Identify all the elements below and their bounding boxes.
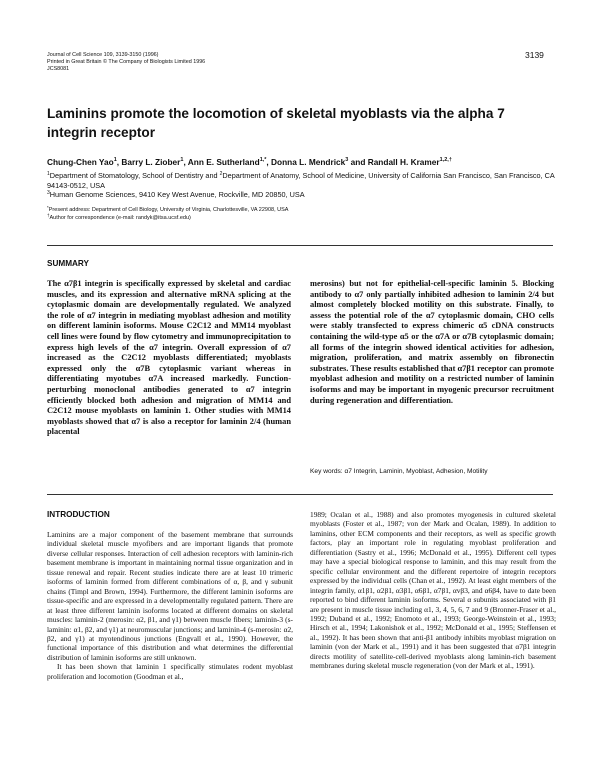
paragraph: 1989; Ocalan et al., 1988) and also promotes myogenesis in cultured skeletal myoblasts (Foster et al., 1987; von der Mark and Ocalan, 1989). In addition to laminins, other ECM components and their receptors, as well as specific growth factors, play an important role in regulating myoblast proliferation and differentiation (Sastry et al., 1996; McDonald et al., 1995). Different cell types may have a special biological response to laminin, and this may result from the specific cellular environment and the different repertoire of integrin receptors expressed by the individual cells (Chan et al., 1992). At least eight members of the integrin family, α1β1, α2β1, α3β1, α6β1, α7β1, αvβ3, and α6β4, have to date been reported to bind different laminin isoforms. Several α subunits associated with β1 are present in muscle tissue including α1, 3, 4, 5, 6, 7 and 9 (Bronner-Fraser et al., 1992; Duband et al., 1992; Enomoto et al., 1993; George-Weinstein et al., 1993; Hirsch et al., 1994; Lakonishok et al., 1992; McDonald et al., 1995; Steffensen et al., 1992). It has been shown that anti-β1 antibody inhibits myoblast migration on laminin (von der Mark et al., 1991) and it has been suggested that α7β1 integrin directs motility of satellite-cell-derived myoblasts along laminin-rich basement membranes during skeletal muscle regeneration (von der Mark et al., 1991). [310, 510, 556, 671]
author-separator: , [266, 157, 272, 167]
section-divider [47, 245, 553, 246]
journal-line: JCS8081 [47, 66, 70, 73]
paragraph: It has been shown that laminin 1 specifically stimulates rodent myoblast proliferation and locomotion (Goodman et al., [47, 662, 293, 681]
article-title: Laminins promote the locomotion of skeletal myoblasts via the alpha 7 integrin receptor [47, 106, 505, 140]
summary-text-left: The α7β1 integrin is specifically expressed by skeletal and cardiac muscles, and its expression and alternative mRNA splicing at the cytoplasmic domain are developmentally regulated. We analyzed the role of α7 integrin in mediating myoblast adhesion and motility on different laminin isoforms. Mouse C2C12 and MM14 myoblast cell lines were found by flow cytometry and immunoprecipitation to express high levels of the α7 integrin. Overall expression of α7 increased as the C2C12 myoblasts differentiated; myoblasts expressed only the α7B cytoplasmic variant whereas in differentiating myotubes α7A increased markedly. Function-perturbing monoclonal antibodies generated to α7 integrin efficiently blocked both adhesion and migration of MM14 and C2C12 mouse myoblasts on laminin 1. Other studies with MM14 myoblasts showed that α7 is also a receptor for laminin 2/4 (human placental [47, 279, 291, 437]
paragraph: Laminins are a major component of the basement membrane that surrounds individual skeletal muscle myofibers and are important ligands that promote diverse cellular responses. Interaction of cell adhesion receptors with laminin-rich basement membrane is important in maintaining normal tissue organization and in tissue renewal and repair. Recent studies indicate there are at least 10 trimeric isoforms of laminin formed from different combinations of α, β, and γ subunit chains (Timpl and Brown, 1994). Furthermore, the different laminin isoforms are tissue-specific and are expressed in a developmentally regulated pattern. There are at least three different laminin isoforms located at different domains on skeletal muscles: laminin-2 (merosin: α2, β1, and γ1) between muscle fibers; laminin-3 (s-laminin: α1, β2, and γ1) at neuromuscular junctions; and laminin-4 (s-merosin: α2, β2, and γ1) at myotendinous junctions (Engvall et al., 1990). However, the functional importance of this distribution and what determines the differential distribution of laminin isoforms are still unknown. [47, 530, 293, 662]
author-affiliation-mark: 1,2,† [439, 157, 452, 163]
note-text: Author for correspondence (e-mail: randyk@itsa.ucsf.edu) [49, 214, 191, 221]
affiliation-line [47, 171, 557, 190]
note-text: Present address: Department of Cell Biology, University of Virginia, Charlottesville, VA 22908, USA [48, 207, 289, 213]
author-affiliation-mark: 1 [113, 157, 117, 163]
note-mark: † [47, 212, 50, 218]
summary-text-right: merosins) but not for epithelial-cell-specific laminin 5. Blocking antibody to α7 only partially inhibited adhesion to laminin 2/4 but almost completely blocked motility on this substrate. Finally, to assess the potential role of the α7 cytoplasmic domain, CHO cells were stably transfected to express chimeric α5 cDNA constructs containing the wild-type α5 or the α7A or α7B cytoplasmic domain; all forms of the integrin showed identical activities for adhesion, migration, proliferation, and matrix assembly on fibronectin substrates. These results established that α7β1 receptor can promote myoblast adhesion and motility on a restricted number of laminin isoforms and may be important in myogenic precursor recruitment during regeneration and differentiation. [310, 279, 554, 405]
affiliation-text: Department of Stomatology, School of Dentistry and [49, 171, 220, 180]
author-separator: , [183, 157, 188, 167]
journal-line: Printed in Great Britain © The Company of Biologists Limited 1996 [47, 59, 206, 66]
section-divider [47, 494, 553, 495]
present-address-note [47, 207, 288, 215]
author-notes [47, 207, 288, 223]
affiliation-text: Department of Anatomy, School of Medicine, University of California San Francisco, San Francisco, CA 94143-0512, USA [47, 171, 555, 190]
introduction-left-column [47, 530, 293, 681]
affiliation-mark: 2 [219, 171, 223, 177]
keywords: Key words: α7 Integrin, Laminin, Myoblast, Adhesion, Motility [310, 468, 488, 475]
correspondence-note [47, 212, 288, 223]
note-mark: * [47, 205, 49, 210]
journal-line: Journal of Cell Science 109, 3139-3150 (1996) [47, 52, 159, 58]
affiliation-line [47, 190, 557, 200]
introduction-heading: INTRODUCTION [47, 510, 110, 519]
author-name: Donna L. Mendrick [271, 157, 346, 167]
author-name: Chung-Chen Yao [47, 157, 114, 167]
affiliation-mark: 3 [47, 190, 50, 197]
journal-citation [47, 52, 205, 74]
author-list [47, 157, 452, 167]
affiliation-mark: 1 [47, 171, 50, 177]
author-affiliation-mark: 1 [180, 157, 184, 163]
page-number: 3139 [525, 50, 544, 60]
author-name: Randall H. Kramer [367, 157, 440, 167]
author-name: Ann E. Sutherland [187, 157, 260, 167]
summary-heading: SUMMARY [47, 259, 89, 268]
affiliations [47, 171, 557, 200]
author-separator: and [348, 157, 368, 167]
author-affiliation-mark: 3 [345, 157, 349, 163]
introduction-right-column [310, 510, 556, 671]
author-affiliation-mark: 1,* [259, 157, 267, 163]
affiliation-text: Human Genome Sciences, 9410 Key West Avenue, Rockville, MD 20850, USA [49, 190, 305, 200]
author-name: Barry L. Ziober [121, 157, 181, 167]
author-separator: , [116, 157, 122, 167]
